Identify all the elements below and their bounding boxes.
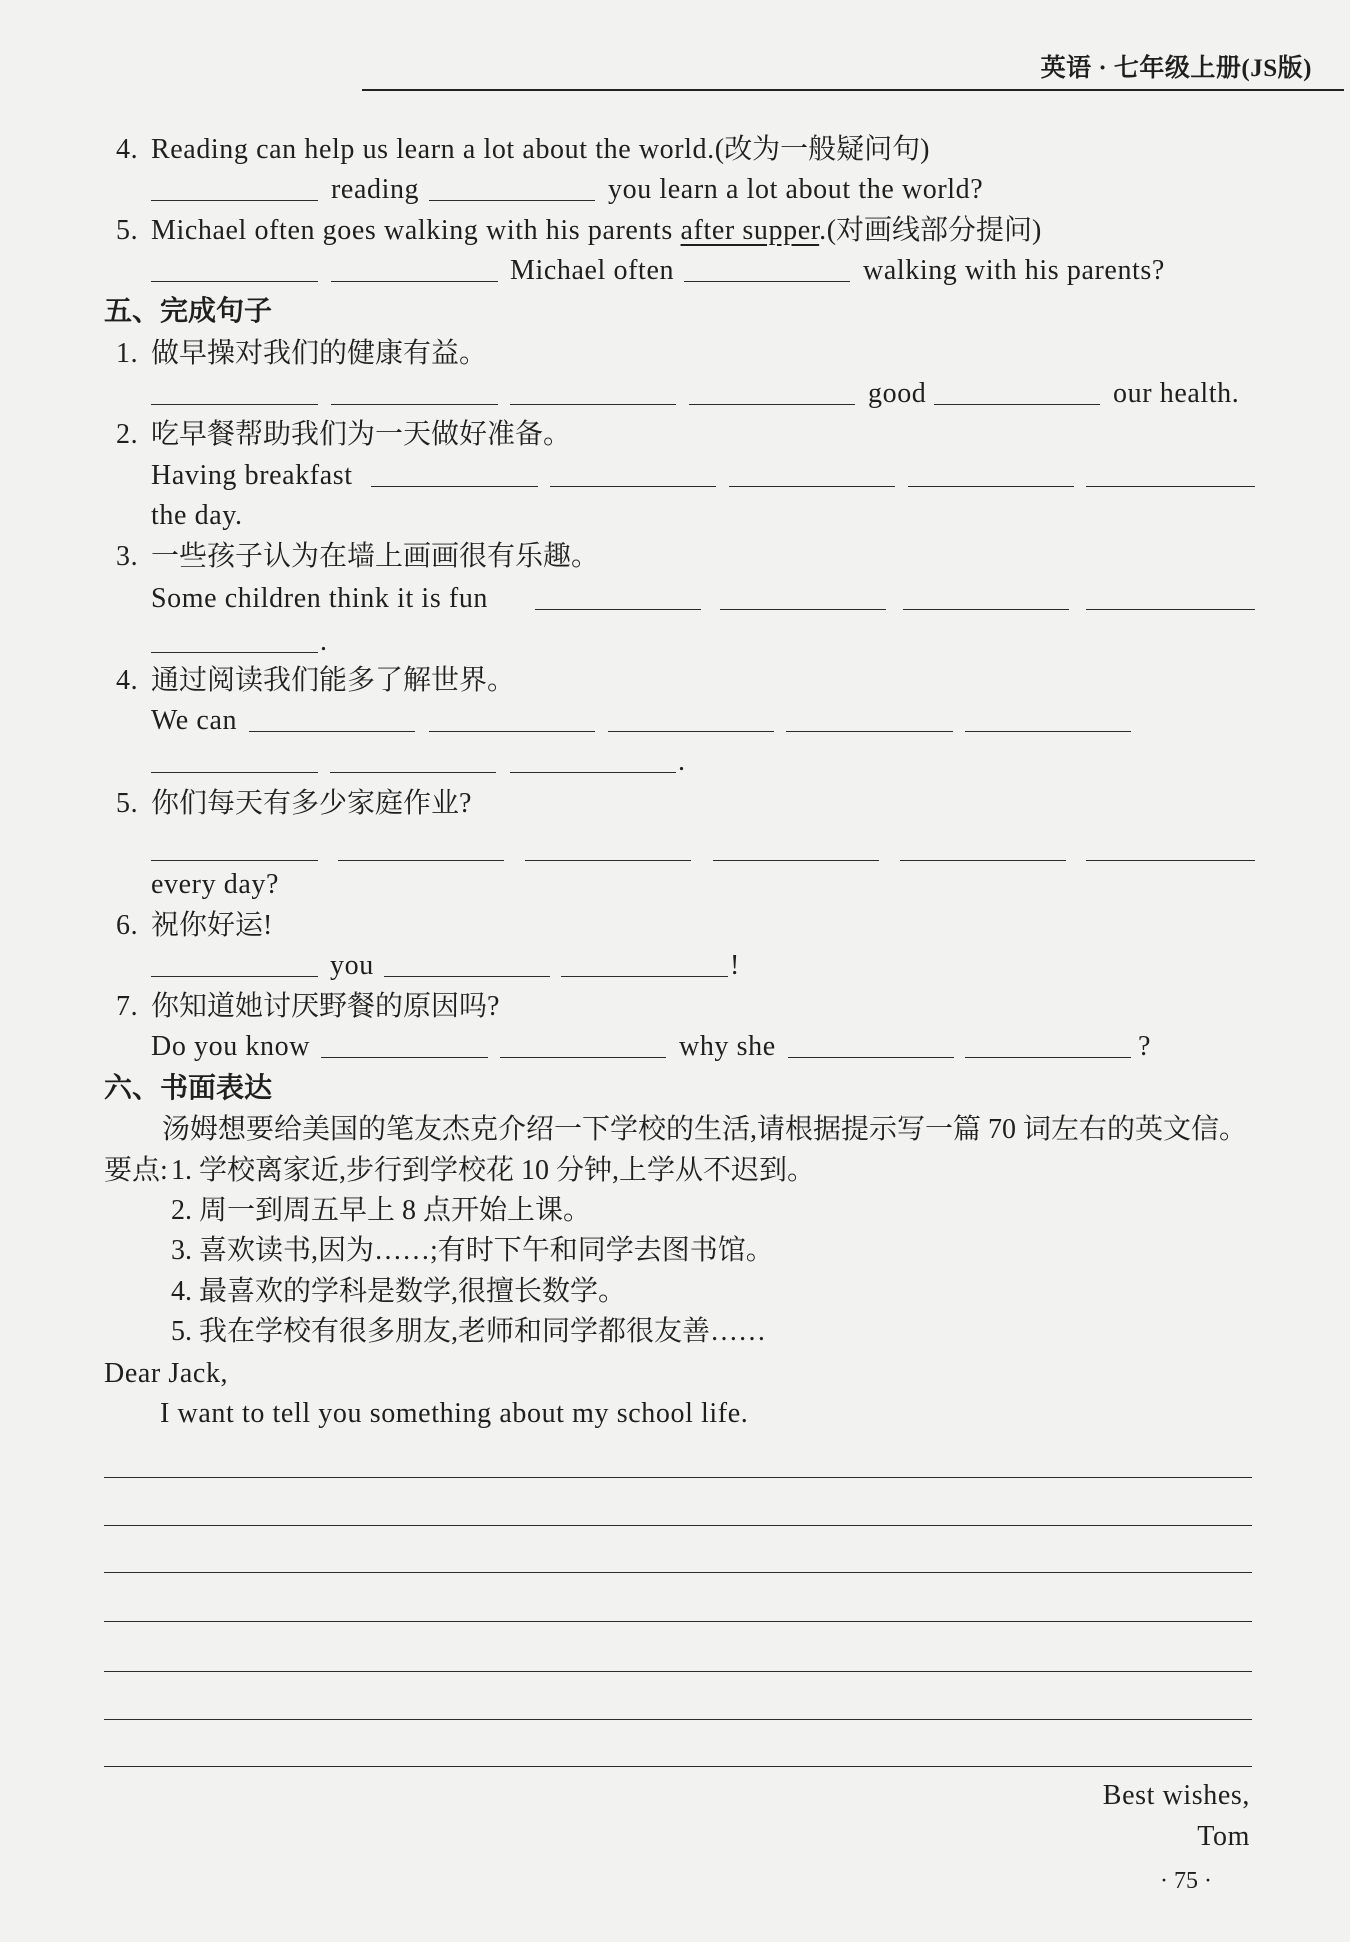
rewrite-question-5 xyxy=(0,211,1350,251)
rewrite-answer-5 xyxy=(0,251,1350,291)
answer-blank xyxy=(788,1027,954,1058)
answer-punctuation: . xyxy=(678,746,686,777)
item-prompt: 你们每天有多少家庭作业? xyxy=(151,788,472,819)
answer-blank xyxy=(510,742,676,773)
page-number: · 75 · xyxy=(1160,1868,1212,1894)
answer-blank xyxy=(151,251,318,282)
sentence-item-4 xyxy=(0,661,1350,701)
answer-word: Michael often xyxy=(510,255,675,286)
answer-blank xyxy=(1086,830,1255,861)
question-text xyxy=(151,130,929,170)
writing-line xyxy=(104,1477,1252,1478)
answer-blank xyxy=(429,701,595,732)
answer-blank xyxy=(684,251,850,282)
writing-point-3 xyxy=(0,1231,1350,1271)
writing-line xyxy=(104,1766,1252,1767)
answer-blank xyxy=(1086,456,1255,487)
answer-word: our health. xyxy=(1113,378,1240,409)
writing-point-4 xyxy=(0,1272,1350,1312)
point-text: 3. 喜欢读书,因为……;有时下午和同学去图书馆。 xyxy=(171,1235,774,1266)
answer-blank xyxy=(151,374,318,405)
book-title-header: 英语 · 七年级上册(JS版) xyxy=(1040,55,1312,82)
section-heading: 六、书面表达 xyxy=(104,1073,273,1104)
answer-blank xyxy=(934,374,1100,405)
writing-line xyxy=(104,1671,1252,1672)
point-text: 2. 周一到周五早上 8 点开始上课。 xyxy=(171,1195,592,1226)
question-number: 5. xyxy=(116,215,139,246)
section-6 xyxy=(0,1069,1350,1109)
answer-blank xyxy=(720,579,886,610)
answer-blank xyxy=(331,251,498,282)
letter-signature xyxy=(0,1817,1350,1857)
sentence-answer-1 xyxy=(0,374,1350,414)
answer-word: Having breakfast xyxy=(151,460,353,491)
answer-blank xyxy=(535,579,701,610)
answer-blank xyxy=(900,830,1066,861)
question-instruction: (改为一般疑问句) xyxy=(714,134,930,165)
writing-instructions: 汤姆想要给美国的笔友杰克介绍一下学校的生活,请根据提示写一篇 70 词左右的英文信。 xyxy=(162,1114,1248,1145)
sentence-answer-3-cont xyxy=(0,622,1350,662)
writing-point-5 xyxy=(0,1312,1350,1352)
answer-blank xyxy=(608,701,774,732)
underlined-phrase: after supper xyxy=(680,215,820,246)
answer-blank xyxy=(500,1027,666,1058)
sentence-item-6 xyxy=(0,906,1350,946)
item-prompt: 你知道她讨厌野餐的原因吗? xyxy=(151,991,500,1022)
letter-opening xyxy=(0,1394,1350,1434)
answer-blank xyxy=(525,830,691,861)
answer-blank xyxy=(729,456,895,487)
answer-word: why she xyxy=(679,1031,776,1062)
writing-intro xyxy=(0,1110,1350,1150)
item-number: 2. xyxy=(116,419,139,450)
answer-blank xyxy=(151,170,318,201)
letter-closing xyxy=(0,1776,1350,1816)
point-text: 5. 我在学校有很多朋友,老师和同学都很友善…… xyxy=(171,1316,767,1347)
answer-word: the day. xyxy=(151,500,243,531)
item-prompt: 通过阅读我们能多了解世界。 xyxy=(151,665,516,696)
item-prompt: 一些孩子认为在墙上画画很有乐趣。 xyxy=(151,541,600,572)
answer-blank xyxy=(384,946,550,977)
answer-blank xyxy=(330,742,496,773)
sentence-answer-2-cont xyxy=(0,496,1350,536)
question-instruction: (对画线部分提问) xyxy=(826,215,1042,246)
question-text xyxy=(151,211,1041,251)
answer-blank xyxy=(249,701,415,732)
answer-blank xyxy=(321,1027,488,1058)
sentence-item-1 xyxy=(0,334,1350,374)
writing-line xyxy=(104,1621,1252,1622)
answer-blank xyxy=(1086,579,1255,610)
rewrite-question-4 xyxy=(0,130,1350,170)
writing-line xyxy=(104,1719,1252,1720)
sentence-answer-2 xyxy=(0,456,1350,496)
section-5 xyxy=(0,292,1350,332)
answer-word: you xyxy=(330,950,374,981)
answer-word: you learn a lot about the world? xyxy=(608,174,984,205)
answer-blank xyxy=(965,1027,1131,1058)
item-number: 7. xyxy=(116,991,139,1022)
rewrite-answer-4 xyxy=(0,170,1350,210)
answer-punctuation: ! xyxy=(730,950,740,981)
answer-word: reading xyxy=(331,174,420,205)
answer-word: good xyxy=(868,378,927,409)
question-sentence: Michael often goes walking with his parents xyxy=(151,215,673,246)
sentence-answer-5 xyxy=(0,830,1350,870)
item-number: 3. xyxy=(116,541,139,572)
sentence-item-7 xyxy=(0,987,1350,1027)
writing-point-1 xyxy=(0,1151,1350,1191)
question-number: 4. xyxy=(116,134,139,165)
question-sentence-end: . xyxy=(819,215,827,246)
answer-blank xyxy=(151,946,318,977)
question-sentence: Reading can help us learn a lot about the world. xyxy=(151,134,715,165)
answer-blank xyxy=(338,830,504,861)
answer-blank xyxy=(689,374,855,405)
answer-blank xyxy=(965,701,1131,732)
answer-blank xyxy=(550,456,716,487)
item-prompt: 做早操对我们的健康有益。 xyxy=(151,338,488,369)
answer-blank xyxy=(151,622,318,653)
item-number: 1. xyxy=(116,338,139,369)
answer-blank xyxy=(510,374,676,405)
answer-blank xyxy=(908,456,1074,487)
answer-blank xyxy=(331,374,498,405)
sentence-answer-6 xyxy=(0,946,1350,986)
item-prompt: 祝你好运! xyxy=(151,910,273,941)
answer-blank xyxy=(151,830,318,861)
writing-point-2 xyxy=(0,1191,1350,1231)
writing-line xyxy=(104,1525,1252,1526)
opening-text: I want to tell you something about my school life. xyxy=(160,1398,749,1429)
sentence-answer-4 xyxy=(0,701,1350,741)
signature-text: Tom xyxy=(1197,1821,1250,1852)
answer-blank xyxy=(786,701,953,732)
item-prompt: 吃早餐帮助我们为一天做好准备。 xyxy=(151,419,572,450)
points-label: 要点: xyxy=(104,1155,168,1186)
page-footer xyxy=(0,1861,1350,1901)
sentence-answer-3 xyxy=(0,579,1350,619)
answer-blank xyxy=(713,830,879,861)
writing-line xyxy=(104,1572,1252,1573)
answer-blank xyxy=(371,456,538,487)
answer-punctuation: . xyxy=(320,626,328,657)
section-heading: 五、完成句子 xyxy=(104,296,273,327)
sentence-answer-7 xyxy=(0,1027,1350,1067)
point-text: 4. 最喜欢的学科是数学,很擅长数学。 xyxy=(171,1276,627,1307)
item-number: 5. xyxy=(116,788,139,819)
answer-blank xyxy=(561,946,728,977)
sentence-item-3 xyxy=(0,537,1350,577)
item-number: 4. xyxy=(116,665,139,696)
sentence-answer-5-cont xyxy=(0,865,1350,905)
item-number: 6. xyxy=(116,910,139,941)
answer-word: We can xyxy=(151,705,238,736)
letter-greeting xyxy=(0,1354,1350,1394)
sentence-item-5 xyxy=(0,784,1350,824)
header-rule xyxy=(362,89,1344,91)
answer-punctuation: ? xyxy=(1138,1031,1152,1062)
answer-word: Do you know xyxy=(151,1031,311,1062)
greeting-text: Dear Jack, xyxy=(104,1358,229,1389)
answer-blank xyxy=(903,579,1069,610)
answer-word: walking with his parents? xyxy=(863,255,1165,286)
answer-blank xyxy=(429,170,595,201)
answer-word: Some children think it is fun xyxy=(151,583,489,614)
sentence-answer-4-cont xyxy=(0,742,1350,782)
point-text: 1. 学校离家近,步行到学校花 10 分钟,上学从不迟到。 xyxy=(171,1155,816,1186)
closing-text: Best wishes, xyxy=(1102,1780,1250,1811)
answer-blank xyxy=(151,742,318,773)
sentence-item-2 xyxy=(0,415,1350,455)
answer-word: every day? xyxy=(151,869,280,900)
